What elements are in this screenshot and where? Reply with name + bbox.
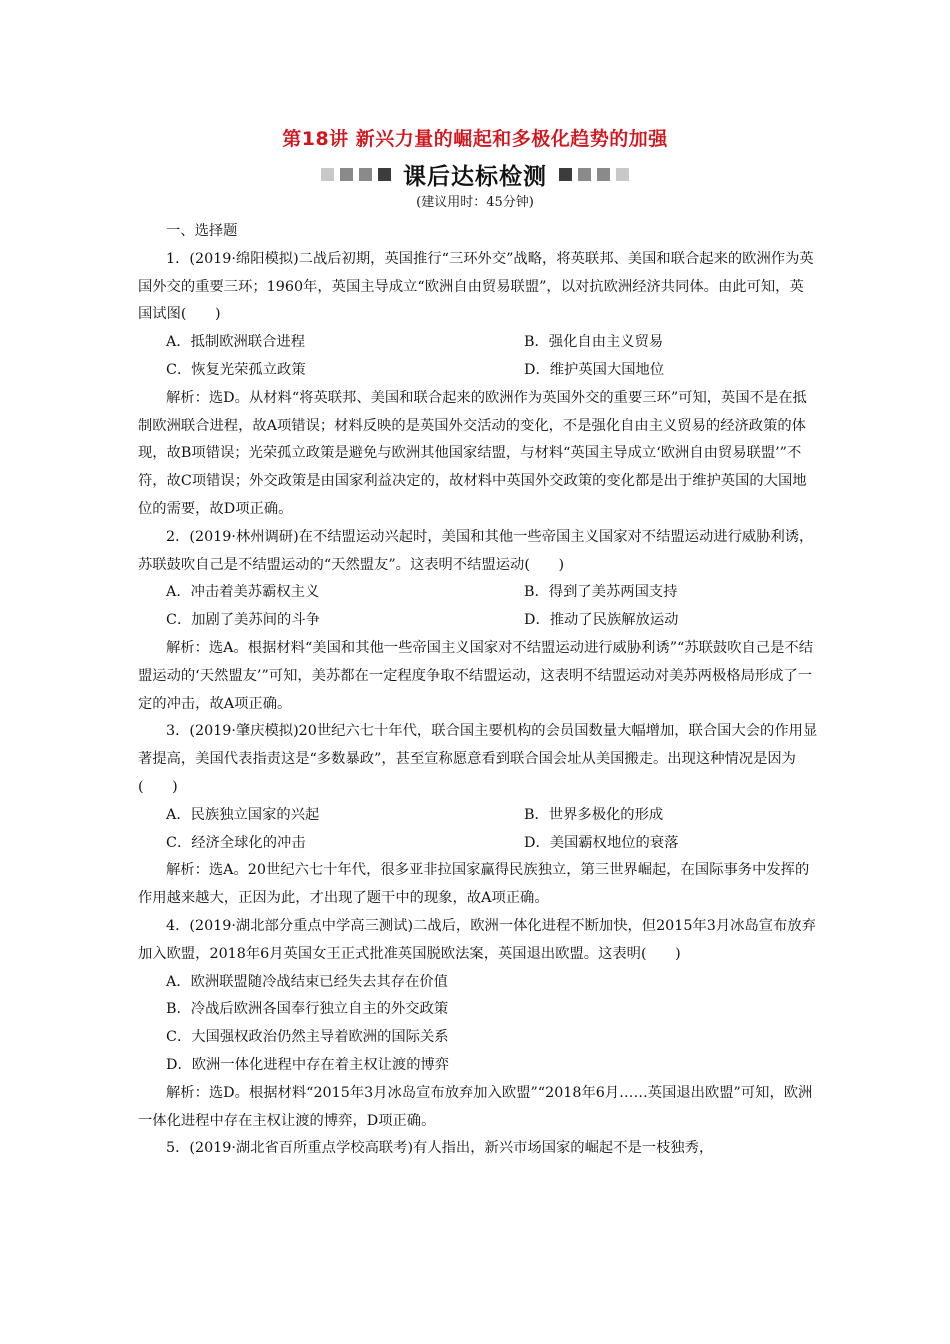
option-row — [138, 830, 818, 858]
option: A．欧洲联盟随冷战结束已经失去其存在价值 — [166, 973, 448, 990]
question-stem: 4．(2019·湖北部分重点中学高三测试)二战后，欧洲一体化进程不断加快，但2015年3月冰岛宣布放弃加入欧盟，2018年6月英国女王正式批准英国脱欧法案，英国退出欧盟。这表明( ) — [138, 917, 816, 962]
question-stem: 5．(2019·湖北省百所重点学校高联考)有人指出，新兴市场国家的崛起不是一枝独秀， — [166, 1140, 714, 1157]
decor-square-icon — [578, 168, 591, 181]
question-stem: 3．(2019·肇庆模拟)20世纪六七十年代，联合国主要机构的会员国数量大幅增加，联合国大会的作用显著提高，美国代表指责这是“多数暴政”，甚至宣称愿意看到联合国会址从美国搬走。出现这种情况是因为( ) — [138, 723, 818, 795]
section-banner — [0, 158, 950, 191]
analysis: 解析：选A。20世纪六七十年代，很多亚非拉国家赢得民族独立，第三世界崛起，在国际事务中发挥的作用越来越大，正因为此，才出现了题干中的现象，故A项正确。 — [138, 862, 810, 907]
option: D．美国霸权地位的衰落 — [524, 834, 679, 851]
question-stem: 1．(2019·绵阳模拟)二战后初期，英国推行“三环外交”战略，将英联邦、美国和联合起来的欧洲作为英国外交的重要三环；1960年，英国主导成立“欧洲自由贸易联盟”，以对抗欧洲经济共同体。由此可知，英国试图( ) — [138, 250, 814, 323]
option: B．世界多极化的形成 — [524, 806, 664, 823]
section-heading: 一、选择题 — [166, 223, 238, 239]
option-row — [138, 607, 818, 635]
option-row — [138, 579, 818, 607]
page-title: 第18讲 新兴力量的崛起和多极化趋势的加强 — [282, 128, 668, 150]
option: C．大国强权政治仍然主导着欧洲的国际关系 — [166, 1029, 449, 1046]
option: D．推动了民族解放运动 — [524, 612, 679, 629]
option: D．维护英国大国地位 — [524, 361, 665, 378]
option: B．冷战后欧洲各国奉行独立自主的外交政策 — [166, 1001, 449, 1018]
analysis: 解析：选D。从材料“将英联邦、美国和联合起来的欧洲作为英国外交的重要三环”可知，英国不是在抵制欧洲联合进程，故A项错误；材料反映的是英国外交活动的变化，不是强化自由主义贸易的经济政策的体现，故B项错误；光荣孤立政策是避免与欧洲其他国家结盟，与材料“英国主导成立‘欧洲自由贸易联盟’”不符，故C项错误；外交政策是由国家利益决定的，故材料中英国外交政策的变化都是出于维护英国的大国地位的需要，故D项正确。 — [138, 389, 807, 517]
option: C．加剧了美苏间的斗争 — [166, 612, 320, 629]
decor-square-icon — [597, 168, 610, 181]
option: D．欧洲一体化进程中存在着主权让渡的博弈 — [166, 1056, 450, 1073]
decor-square-icon — [321, 168, 334, 181]
question-stem: 2．(2019·林州调研)在不结盟运动兴起时，美国和其他一些帝国主义国家对不结盟运动进行威胁利诱，苏联鼓吹自己是不结盟运动的“天然盟友”。这表明不结盟运动( ) — [138, 528, 814, 573]
option-row — [138, 802, 818, 830]
option: C．恢复光荣孤立政策 — [166, 361, 306, 378]
question-list — [138, 218, 818, 1163]
decor-square-icon — [616, 168, 629, 181]
decor-square-icon — [378, 168, 391, 181]
decor-square-icon — [340, 168, 353, 181]
option: A．冲击着美苏霸权主义 — [166, 584, 320, 601]
option: B．得到了美苏两国支持 — [524, 584, 678, 601]
banner-title: 课后达标检测 — [403, 164, 547, 190]
time-note: (建议用时：45分钟) — [416, 195, 534, 210]
analysis: 解析：选A。根据材料“美国和其他一些帝国主义国家对不结盟运动进行威胁利诱”“苏联鼓吹自己是不结盟运动的‘天然盟友’”可知，美苏都在一定程度争取不结盟运动，这表明不结盟运动对美苏两极格局形成了一定的冲击，故A项正确。 — [138, 639, 814, 712]
decor-square-icon — [559, 168, 572, 181]
option: C．经济全球化的冲击 — [166, 834, 306, 851]
option: B．强化自由主义贸易 — [524, 334, 664, 351]
analysis: 解析：选D。根据材料“2015年3月冰岛宣布放弃加入欧盟”“2018年6月……英国退出欧盟”可知，欧洲一体化进程中存在主权让渡的博弈，D项正确。 — [138, 1084, 813, 1129]
option-row — [138, 329, 818, 357]
decor-square-icon — [359, 168, 372, 181]
option: A．抵制欧洲联合进程 — [166, 334, 305, 351]
option: A．民族独立国家的兴起 — [166, 806, 320, 823]
option-row — [138, 357, 818, 385]
